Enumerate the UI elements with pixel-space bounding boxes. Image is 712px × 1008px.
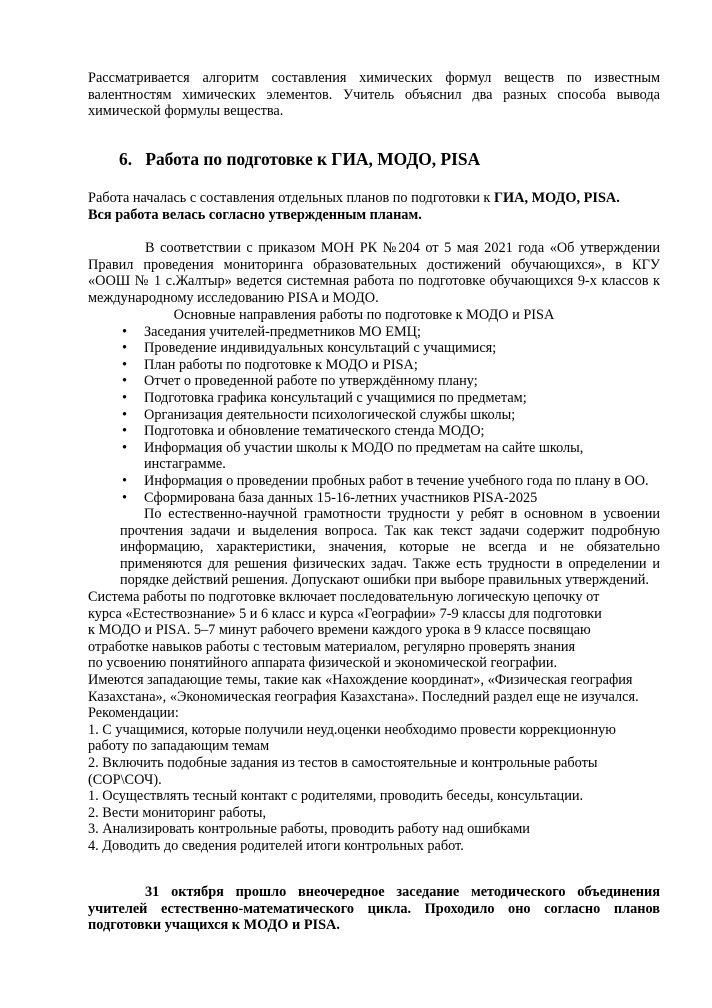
system-line: 1. Осуществлять тесный контакт с родителями, проводить беседы, консультации. bbox=[88, 788, 584, 805]
directions-title: Основные направления работы по подготовке к МОДО и PISA bbox=[173, 307, 555, 323]
directions-list bbox=[88, 324, 660, 507]
system-line: Система работы по подготовке включает последовательную логическую цепочку от bbox=[88, 589, 600, 605]
system-line: 3. Анализировать контрольные работы, проводить работу над ошибками bbox=[88, 821, 530, 838]
decree-paragraph bbox=[88, 240, 660, 306]
final-paragraph bbox=[88, 884, 660, 934]
literacy-text: По естественно-научной грамотности трудности у ребят в основном в усвоении прочтения задачи и выделения вопроса. Так как текст задачи содержит подробную информацию, характеристики, значения, которые не всегда и не обязательно применяются для решения физических задач. Также есть трудности в определении и порядке действий решения. Допускают ошибки при выборе правильных утверждений. bbox=[120, 506, 660, 589]
system-line: 2. Вести мониторинг работы, bbox=[88, 804, 267, 821]
intro-paragraph bbox=[88, 70, 660, 120]
system-line: Казахстана», «Экономическая география Казахстана». Последний раздел еще не изучался. bbox=[88, 688, 639, 705]
start-text: Работа началась с составления отдельных планов по подготовки к bbox=[88, 190, 494, 206]
system-line: (СОР\СОЧ). bbox=[88, 771, 162, 788]
start-paragraph bbox=[88, 190, 660, 223]
list-item: • Сформирована база данных 15-16-летних участников PISA-2025 bbox=[88, 490, 660, 507]
list-item: • Информация о проведении пробных работ в течение учебного года по плану в ОО. bbox=[88, 473, 660, 490]
list-item: • План работы по подготовке к МОДО и PISA; bbox=[88, 357, 660, 374]
list-item: • Информация об участии школы к МОДО по предметам на сайте школы, инстаграмме. bbox=[88, 440, 660, 473]
system-line: Рекомендации: bbox=[88, 705, 179, 722]
list-item: • Организация деятельности психологической службы школы; bbox=[88, 407, 660, 424]
section-heading bbox=[119, 149, 480, 169]
final-text: 31 октября прошло внеочередное заседание методического объединения учителей естественно-математического цикла. Проходило оно согласно планов подготовки учащихся к МОДО и PISA. bbox=[88, 884, 660, 934]
list-item: • Проведение индивидуальных консультаций с учащимися; bbox=[88, 340, 660, 357]
start-line2 bbox=[88, 207, 660, 224]
directions-block bbox=[88, 307, 660, 506]
system-line: по усвоению понятийного аппарата физической и экономической географии. bbox=[88, 655, 558, 672]
system-line: 2. Включить подобные задания из тестов в самостоятельные и контрольные работы bbox=[88, 754, 598, 771]
literacy-paragraph bbox=[120, 506, 660, 589]
start-bold: ГИА, МОДО, PISA. bbox=[493, 190, 620, 206]
section-number: 6. bbox=[119, 149, 133, 169]
system-block bbox=[88, 589, 678, 855]
list-item: • Отчет о проведенной работе по утверждённому плану; bbox=[88, 373, 660, 390]
intro-text: Рассматривается алгоритм составления химических формул веществ по известным валентностям химических элементов. Учитель объяснил два разных способа вывода химической формулы вещества. bbox=[88, 70, 660, 120]
decree-text: В соответствии с приказом МОН РК №204 от 5 мая 2021 года «Об утверждении Правил проведения мониторинга образовательных достижений обучающихся», в КГУ «ООШ № 1 с.Жалтыр» ведется системная работа по подготовке обучающихся 9-х классов к международному исследованию PISA и МОДО. bbox=[88, 240, 660, 306]
list-item: • Подготовка графика консультаций с учащимися по предметам; bbox=[88, 390, 660, 407]
system-line: работу по западающим темам bbox=[88, 738, 270, 755]
start-bold-line2: Вся работа велась согласно утвержденным планам. bbox=[88, 206, 422, 223]
system-line: 1. С учащимися, которые получили неуд.оценки необходимо провести коррекционную bbox=[88, 721, 616, 738]
system-line: к МОДО и PISA. 5–7 минут рабочего времени каждого урока в 9 классе посвящаю bbox=[88, 622, 591, 639]
system-line: курса «Естествознание» 5 и 6 класс и курса «Географии» 7-9 классы для подготовки bbox=[88, 605, 602, 622]
system-line: Имеются западающие темы, такие как «Нахождение координат», «Физическая география bbox=[88, 671, 633, 688]
list-item: • Заседания учителей-предметников МО ЕМЦ; bbox=[88, 324, 660, 341]
list-item: • Подготовка и обновление тематического стенда МОДО; bbox=[88, 423, 660, 440]
start-line1 bbox=[88, 190, 660, 207]
system-line: отработке навыков работы с тестовым материалом, регулярно проверять знания bbox=[88, 638, 576, 655]
section-title: Работа по подготовке к ГИА, МОДО, PISA bbox=[145, 149, 481, 169]
system-line: 4. Доводить до сведения родителей итоги контрольных работ. bbox=[88, 837, 464, 854]
